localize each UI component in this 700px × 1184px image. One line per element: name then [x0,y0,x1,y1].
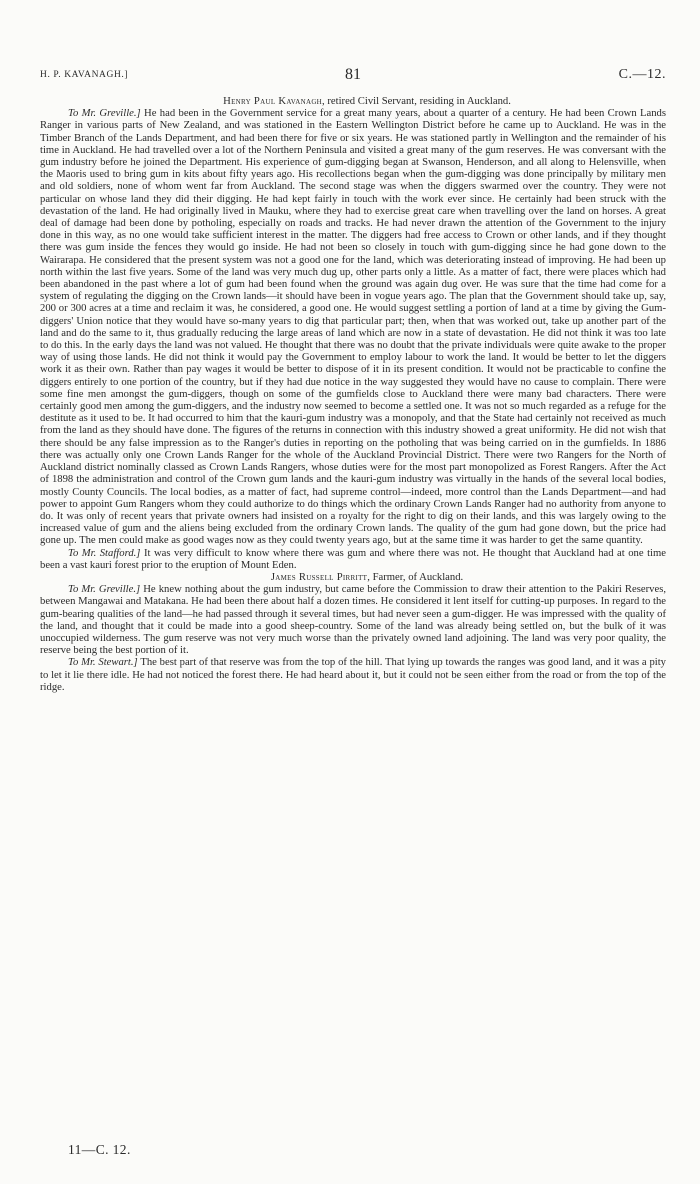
page-number: 81 [345,66,361,83]
questioner: To Mr. Stafford.] [68,547,141,559]
testimony-text: He knew nothing about the gum industry, but came before the Commission to draw their attention to the Pakiri Reserves, between Mangawai and Matakana. He had been there about half a dozen times. He considered it lent itself for cutting-up purposes. In regard to the gum-bearing qualities of the land—he had passed through it several times, but had never seen a gum-digger. He was impressed with the quality of the land, and thought that it could be made into a good sheep-country. Some of the land was already being settled on, but the bulk of it was unoccupied wilderness. The gum reserve was not very much worse than the privately owned land adjoining. The land was very poor quality, the reserve being the best portion of it. [40,584,666,657]
testimony-paragraph [40,657,666,694]
page-body [40,96,666,694]
testimony-paragraph [40,548,666,572]
witness-name: Henry Paul Kavanagh [223,96,323,107]
document-reference: C.—12. [618,67,666,82]
testimony-text: The best part of that reserve was from the top of the hill. That lying up towards the ranges was good land, and it was a pity to let it lie there idle. He had not noticed the forest there. He had heard about it, but it could not be seen either from the road or from the top of the ridge. [40,657,667,693]
testimony-text: It was very difficult to know where there was gum and where there was not. He thought that Auckland had at one time been a vast kauri forest prior to the eruption of Mount Eden. [40,547,667,571]
testimony-text: He had been in the Government service for a great many years, about a quarter of a century. He had been Crown Lands Ranger in various parts of New Zealand, and was stationed in the Eastern Wellington District before he came up to Auckland. He was in the Timber Branch of the Lands Department, and had been there for five or six years. He was stationed partly in Wellington and the remainder of his time in Auckland. He had travelled over a lot of the Northern Peninsula and visited a great many of the gum reserves. He was conversant with the gum industry before he joined the Department. His experience of gum-digging began at Swanson, Henderson, and all along to Helensville, when the Maoris used to bring gum in kits about fifty years ago. His recollections began when the gum-digging was done principally by military men and old soldiers, none of whom went far from Auckland. The second stage was when the diggers swarmed over the country. They were not particular on whose land they did their digging. He had kept fairly in touch with the work ever since. He certainly had been struck with the devastation of the land. He had originally lived in Mauku, where they had to exercise great care when travelling over the land on horses. A great deal of damage had been done by potholing, especially on roads and tracks. He had never drawn the attention of the Government to the injury done in this way, as no one would take sufficient interest in the matter. The diggers had free access to Crown or other lands, and if they thought there was gum inside the fences they would go inside. He had not been so closely in touch with gum-digging since he had gone down to the Wairarapa. He considered that the present system was not a good one for the land, which was deteriorating instead of improving. He had been up north within the last five years. Some of the land was very much dug up, other parts only a little. As a matter of fact, there were places which had been abandoned in the past where a lot of gum had been found when the ground was again dug over. He was sure that the time had come for a system of regulating the digging on the Crown lands—it should have been in vogue years ago. The plan that the Government should take up, say, 200 or 300 acres at a time and reclaim it was, he considered, a good one. He would suggest settling a portion of land at a time by giving the Gum-diggers' Union notice that they would have so-many years to dig that particular part; then, when that was worked out, take up another part of the land and do the same to it, thus gradually reducing the large areas of land which are now in a state of devastation. He did not think it was too late to do this. In the early days the land was not valued. He thought that there was no doubt that the private individuals were quite awake to the proper way of using those lands. He did not think it would pay the Government to employ labour to work the land. It would be better to let the diggers work it as their own. Rather than pay wages it would be better to dispose of it in its present condition. It would not be practicable to confine the diggers entirely to one portion of the country, but if they had due notice in the way suggested they would have no cause to complain. There were some fine men amongst the gum-diggers, though on some of the gumfields close to Auckland there were many bad characters. There were certainly good men among the gum-diggers, and the industry now seemed to become a settled one. It was not so much regarded as a refuge for the destitute as it used to be. It had occurred to him that the kauri-gum industry was a monopoly, and that the State had certainly not received as much from the land as they should have done. The figures of the returns in connection with this industry showed a great uniformity. He did not wish that there should be any false impression as to the Ranger's duties in reporting on the potholing that was being carried on in the gumfields. In 1886 there was actually only one Crown Lands Ranger for the whole of the Auckland Provincial District. There were two Rangers for the North of Auckland district nominally classed as Crown Lands Rangers, whose duties were for the most part monopolized as Forest Rangers. After the Act of 1898 the administration and control of the Crown gum lands and the kauri-gum industry was virtually in the hands of the several local bodies, mostly County Councils. The local bodies, as a matter of fact, had supreme control—indeed, more control than the Lands Department—and had power to appoint Gum Rangers whom they could authorize to do things which the ordinary Crown Lands Ranger had no authority from anyone to do. It was only of recent years that private owners had insisted on a royalty for the right to dig on their lands, and this was largely owing to the increased value of gum and the aliens being excluded from the ordinary Crown lands. The quality of the gum had gone down, but the price had gone up. The men could make as good wages now as they could twenty years ago, but at the same time it was harder to get the same quantity. [40,108,666,547]
questioner: To Mr. Stewart.] [68,657,138,669]
testimony-paragraph [40,108,666,547]
witness-heading [40,96,666,108]
page-signature: 11—C. 12. [68,1142,131,1157]
page-header [40,66,666,88]
witness-description: , retired Civil Servant, residing in Auckland. [322,96,511,107]
testimony-paragraph [40,584,666,657]
header-witness-name: H. P. KAVANAGH.] [40,70,129,80]
witness-description: , Farmer, of Auckland. [367,571,464,583]
questioner: To Mr. Greville.] [68,108,141,120]
questioner: To Mr. Greville.] [68,584,141,596]
witness-heading [40,572,666,584]
witness-name: James Russell Pirritt [270,571,368,583]
